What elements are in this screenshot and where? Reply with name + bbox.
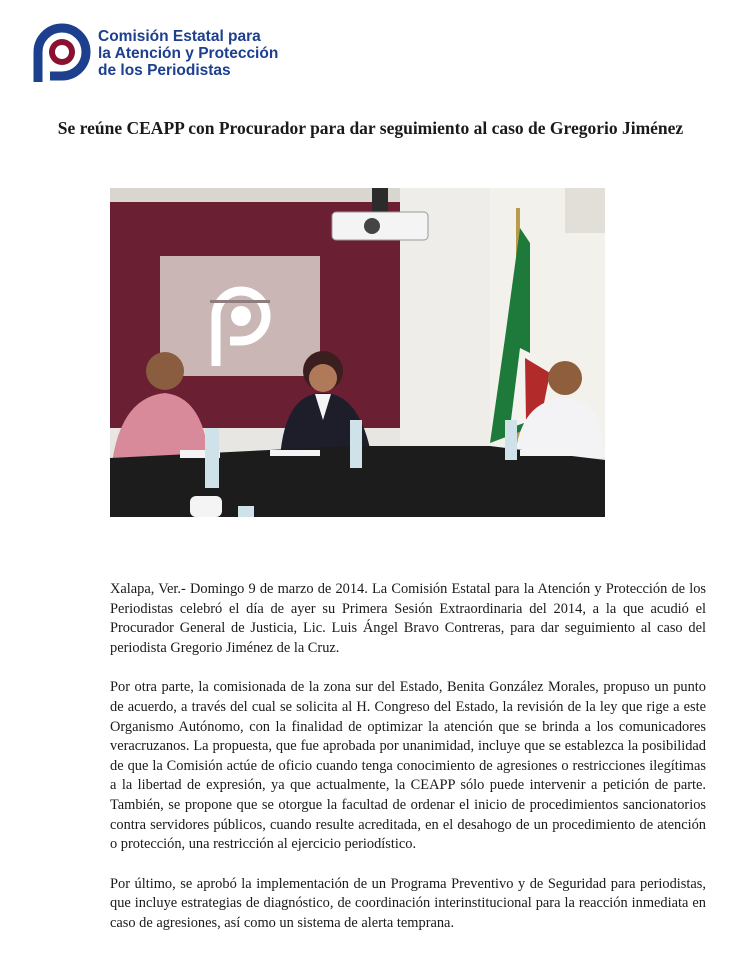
paragraph: Por otra parte, la comisionada de la zona sur del Estado, Benita González Morales, propuso un punto de acuerdo, a través del cual se solicita al H. Congreso del Estado, la revisión de la ley que rige a este Organismo Autónomo, con la finalidad de optimizar la atención que se brinda a los comunicadores veracruzanos. La propuesta, que fue aprobada por unanimidad, incluye que se establezca la posibilidad de que la Comisión actúe de oficio cuando tenga conocimiento de agresiones o restricciones ilegítimas a la libertad de expresión, ya que actualmente, la CEAPP sólo puede intervenir a petición de parte. También, se propone que se otorgue la facultad de ordenar el inicio de procedimientos sancionatorios contra servidores públicos, cuando resulte acreditada, en el desahogo de un procedimiento de atención o protección, una restricción al ejercicio periodístico. bbox=[110, 679, 706, 853]
org-name bbox=[98, 28, 278, 79]
paragraph: Por último, se aprobó la implementación de un Programa Preventivo y de Seguridad para periodistas, que incluye estrategias de diagnóstico, de coordinación interinstitucional para la reacción inmediata en caso de agresiones, así como un sistema de alerta temprana. bbox=[110, 875, 706, 931]
org-name-line1: Comisión Estatal para bbox=[98, 28, 261, 45]
org-name-line2: la Atención y Protección bbox=[98, 45, 279, 62]
header bbox=[32, 22, 352, 86]
org-name-line3: de los Periodistas bbox=[98, 62, 231, 79]
article-title: Se reúne CEAPP con Procurador para dar seguimiento al caso de Gregorio Jiménez bbox=[57, 118, 684, 138]
meeting-photo bbox=[110, 188, 605, 517]
article-body bbox=[110, 580, 706, 954]
ceapp-logo bbox=[32, 22, 92, 84]
paragraph: Xalapa, Ver.- Domingo 9 de marzo de 2014. La Comisión Estatal para la Atención y Protección de los Periodistas celebró el día de ayer su Primera Sesión Extraordinaria del 2014, a la que acudió el Procurador General de Justicia, Lic. Luis Ángel Bravo Contreras, para dar seguimiento al caso del periodista Gregorio Jiménez de la Cruz. bbox=[110, 581, 706, 656]
